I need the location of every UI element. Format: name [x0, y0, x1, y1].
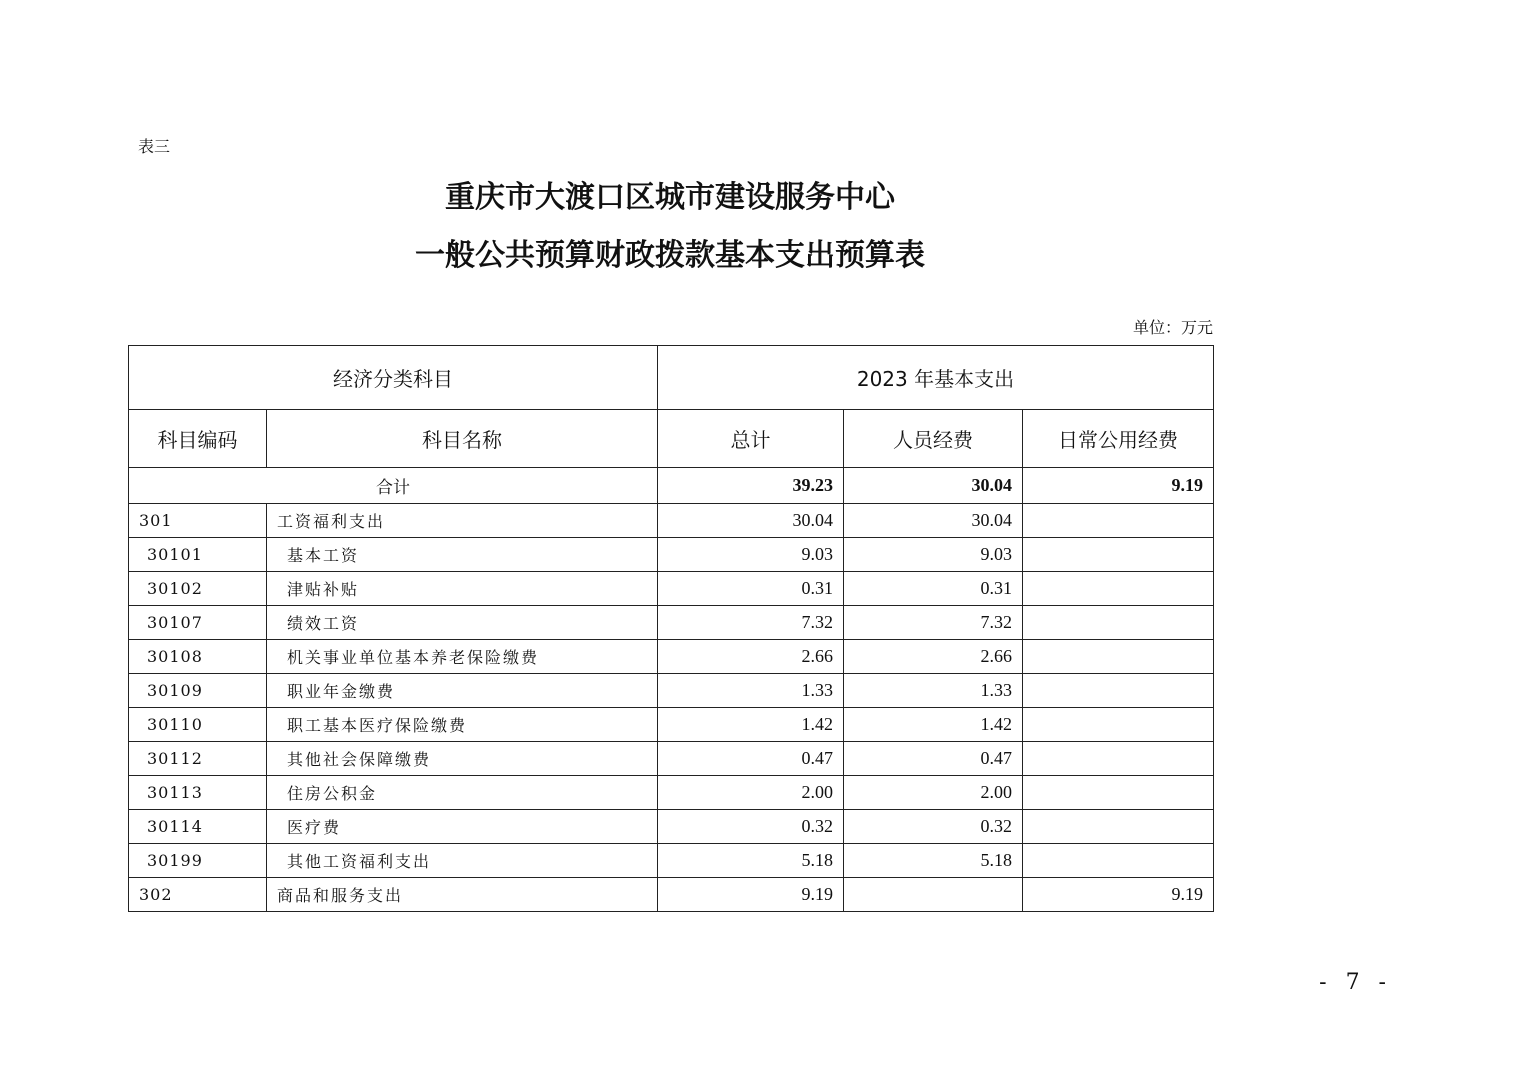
- personnel-cell: 1.42: [844, 708, 1023, 742]
- page-number: - 7 -: [1319, 970, 1392, 995]
- subject-name-cell: 职业年金缴费: [267, 674, 658, 708]
- subject-code-cell: 30113: [129, 776, 267, 810]
- total-cell: 1.42: [658, 708, 844, 742]
- subject-code-cell: 30114: [129, 810, 267, 844]
- total-cell: 30.04: [658, 504, 844, 538]
- public-cell: 9.19: [1023, 878, 1214, 912]
- table-row: [129, 572, 1214, 606]
- total-cell: 2.00: [658, 776, 844, 810]
- public-cell: [1023, 742, 1214, 776]
- personnel-cell: 9.03: [844, 538, 1023, 572]
- subject-code-cell: 301: [129, 504, 267, 538]
- personnel-cell: 0.31: [844, 572, 1023, 606]
- personnel-cell: 0.32: [844, 810, 1023, 844]
- personnel-cell: [844, 878, 1023, 912]
- subject-name-cell: 其他工资福利支出: [267, 844, 658, 878]
- table-row: [129, 640, 1214, 674]
- total-cell: 9.03: [658, 538, 844, 572]
- subject-name-cell: 津贴补贴: [267, 572, 658, 606]
- public-cell: [1023, 844, 1214, 878]
- table-row: [129, 810, 1214, 844]
- public-cell: [1023, 606, 1214, 640]
- total-cell: 5.18: [658, 844, 844, 878]
- subject-code-cell: 302: [129, 878, 267, 912]
- total-total: 39.23: [658, 468, 844, 504]
- personnel-cell: 5.18: [844, 844, 1023, 878]
- total-cell: 9.19: [658, 878, 844, 912]
- table-row: [129, 776, 1214, 810]
- subject-code-cell: 30102: [129, 572, 267, 606]
- total-public: 9.19: [1023, 468, 1214, 504]
- personnel-cell: 0.47: [844, 742, 1023, 776]
- personnel-cell: 7.32: [844, 606, 1023, 640]
- table-row: [129, 844, 1214, 878]
- subject-name-cell: 工资福利支出: [267, 504, 658, 538]
- subject-name-cell: 职工基本医疗保险缴费: [267, 708, 658, 742]
- subject-name-cell: 绩效工资: [267, 606, 658, 640]
- document-title-line2: 一般公共预算财政拨款基本支出预算表: [415, 238, 925, 273]
- unit-label: 单位：万元: [1132, 318, 1213, 337]
- public-cell: [1023, 810, 1214, 844]
- public-cell: [1023, 640, 1214, 674]
- header-economic-classification: 经济分类科目: [129, 346, 658, 410]
- public-cell: [1023, 674, 1214, 708]
- total-cell: 2.66: [658, 640, 844, 674]
- total-cell: 7.32: [658, 606, 844, 640]
- public-cell: [1023, 538, 1214, 572]
- subject-code-cell: 30112: [129, 742, 267, 776]
- total-cell: 0.47: [658, 742, 844, 776]
- subject-code-cell: 30199: [129, 844, 267, 878]
- table-row: [129, 708, 1214, 742]
- table-row: [129, 742, 1214, 776]
- table-body: [129, 504, 1214, 912]
- subject-name-cell: 住房公积金: [267, 776, 658, 810]
- total-cell: 0.31: [658, 572, 844, 606]
- personnel-cell: 2.00: [844, 776, 1023, 810]
- header-subject-code: 科目编码: [129, 410, 267, 468]
- table-row: [129, 538, 1214, 572]
- subject-code-cell: 30107: [129, 606, 267, 640]
- total-label: 合计: [129, 468, 658, 504]
- subject-code-cell: 30108: [129, 640, 267, 674]
- subject-name-cell: 其他社会保障缴费: [267, 742, 658, 776]
- subject-name-cell: 机关事业单位基本养老保险缴费: [267, 640, 658, 674]
- table-row: [129, 674, 1214, 708]
- personnel-cell: 30.04: [844, 504, 1023, 538]
- header-group-row: [129, 346, 1214, 410]
- public-cell: [1023, 776, 1214, 810]
- header-total: 总计: [658, 410, 844, 468]
- total-cell: 1.33: [658, 674, 844, 708]
- header-basic-expenditure-2023: 2023 年基本支出: [658, 346, 1214, 410]
- table-label: 表三: [138, 137, 171, 156]
- table-row: [129, 878, 1214, 912]
- subject-name-cell: 医疗费: [267, 810, 658, 844]
- subject-name-cell: 商品和服务支出: [267, 878, 658, 912]
- total-personnel: 30.04: [844, 468, 1023, 504]
- subject-code-cell: 30109: [129, 674, 267, 708]
- document-title-line1: 重庆市大渡口区城市建设服务中心: [445, 180, 895, 215]
- header-subject-name: 科目名称: [267, 410, 658, 468]
- subject-code-cell: 30110: [129, 708, 267, 742]
- table-row: [129, 504, 1214, 538]
- personnel-cell: 2.66: [844, 640, 1023, 674]
- public-cell: [1023, 572, 1214, 606]
- table-row: [129, 606, 1214, 640]
- header-public-expense: 日常公用经费: [1023, 410, 1214, 468]
- header-personnel-expense: 人员经费: [844, 410, 1023, 468]
- total-cell: 0.32: [658, 810, 844, 844]
- subject-code-cell: 30101: [129, 538, 267, 572]
- subject-name-cell: 基本工资: [267, 538, 658, 572]
- public-cell: [1023, 708, 1214, 742]
- personnel-cell: 1.33: [844, 674, 1023, 708]
- header-column-row: [129, 410, 1214, 468]
- budget-table: [128, 345, 1214, 912]
- total-row: [129, 468, 1214, 504]
- public-cell: [1023, 504, 1214, 538]
